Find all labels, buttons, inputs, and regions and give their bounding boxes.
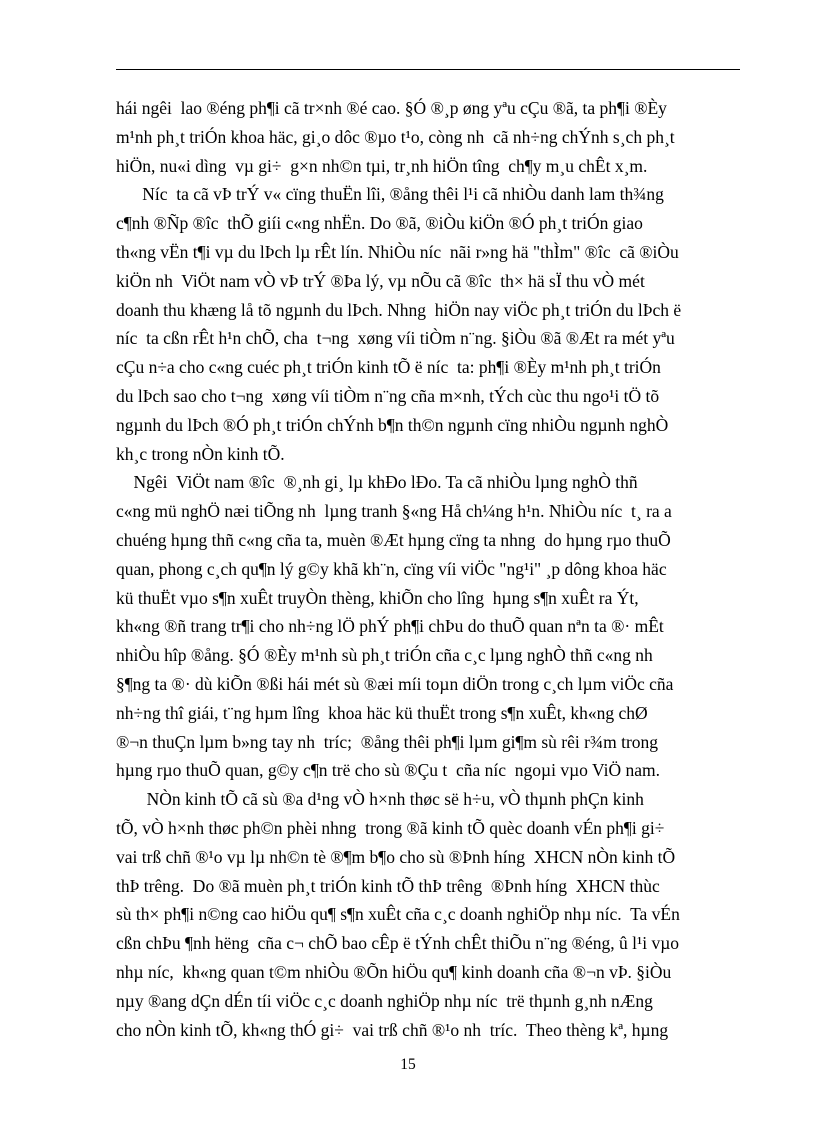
- text-line: tÕ, vÒ h×nh thøc ph©n phèi nhng trong ®ã kinh tÕ quèc doanh vÉn ph¶i gi÷: [116, 817, 665, 838]
- text-line: nh÷ng thî giái, t¨ng hµm lîng khoa häc kü thuËt trong s¶n xuÊt, kh«ng chØ: [116, 702, 648, 723]
- text-line: kiÖn nh ViÖt nam vÒ vÞ trÝ ®Þa lý, vµ nÕu cã ®îc th× hä sÏ thu vÒ mét: [116, 270, 645, 291]
- text-line: NÒn kinh tÕ cã sù ®a d¹ng vÒ h×nh thøc së h÷u, vÒ thµnh phÇn kinh: [116, 789, 644, 810]
- text-line: nµy ®ang dÇn dÉn tíi viÖc c¸c doanh nghiÖp nhµ níc trë thµnh g¸nh nÆng: [116, 990, 653, 1011]
- text-line: m¹nh ph¸t triÓn khoa häc, gi¸o dôc ®µo t¹o, còng nh cã nh÷ng chÝnh s¸ch ph¸t: [116, 126, 675, 147]
- text-line: nhiÒu hîp ®ång. §Ó ®Èy m¹nh sù ph¸t triÓn cña c¸c lµng nghÒ thñ c«ng nh: [116, 645, 653, 666]
- text-line: cßn chÞu ¶nh hëng cña c¬ chÕ bao cÊp ë tÝnh chÊt thiÕu n¨ng ®éng, û l¹i vµo: [116, 933, 680, 954]
- text-line: kü thuËt vµo s¶n xuÊt truyÒn thèng, khiÕn cho lîng hµng s¶n xuÊt ra Ýt,: [116, 587, 639, 608]
- text-line: hµng rµo thuÕ quan, g©y c¶n trë cho sù ®Çu t cña níc ngoµi vµo ViÖ nam.: [116, 760, 660, 781]
- text-line: vai trß chñ ®¹o vµ lµ nh©n tè ®¶m b¶o cho sù ®Þnh híng XHCN nÒn kinh tÕ: [116, 846, 676, 867]
- text-line: hiÖn, nu«i dìng vµ gi÷ g×n nh©n tµi, tr¸nh hiÖn tîng ch¶y m¸u chÊt x¸m.: [116, 155, 648, 176]
- text-line: §¶ng ta ®· dù kiÕn ®ßi hái mét sù ®æi míi toµn diÖn trong c¸ch lµm viÖc cña: [116, 673, 674, 694]
- text-line: kh¸c trong nÒn kinh tÕ.: [116, 443, 285, 464]
- text-line: Ngêi ViÖt nam ®îc ®¸nh gi¸ lµ khÐo lÐo. Ta cã nhiÒu lµng nghÒ thñ: [116, 472, 638, 493]
- text-line: Níc ta cã vÞ trÝ v« cïng thuËn lîi, ®ång thêi l¹i cã nhiÒu danh lam th¾ng: [116, 184, 664, 205]
- document-body: [116, 94, 740, 1044]
- text-line: quan, phong c¸ch qu¶n lý g©y khã kh¨n, cïng víi viÖc "ng¹i" ¸p dông khoa häc: [116, 558, 667, 579]
- text-line: cÇu n÷a cho c«ng cuéc ph¸t triÓn kinh tÕ ë níc ta: ph¶i ®Èy m¹nh ph¸t triÓn: [116, 357, 661, 378]
- text-line: ®¬n thuÇn lµm b»ng tay nh tríc; ®ång thêi ph¶i lµm gi¶m sù rêi r¾m trong: [116, 731, 659, 752]
- text-line: c«ng mü nghÖ næi tiÕng nh lµng tranh §«ng Hå ch¼ng h¹n. NhiÒu níc t¸ ra a: [116, 501, 672, 522]
- text-line: ngµnh du lÞch ®Ó ph¸t triÓn chÝnh b¶n th©n ngµnh cïng nhiÒu ngµnh nghÒ: [116, 414, 669, 435]
- text-line: nhµ níc, kh«ng quan t©m nhiÒu ®Õn hiÖu qu¶ kinh doanh cña ®¬n vÞ. §iÒu: [116, 961, 672, 982]
- text-line: th«ng vËn t¶i vµ du lÞch lµ rÊt lín. NhiÒu níc nãi r»ng hä "thÌm" ®îc cã ®iÒu: [116, 241, 679, 262]
- text-line: hái ngêi lao ®éng ph¶i cã tr×nh ®é cao. §Ó ®¸p øng yªu cÇu ®ã, ta ph¶i ®Èy: [116, 98, 667, 118]
- text-line: c¶nh ®Ñp ®îc thÕ giíi c«ng nhËn. Do ®ã, ®iÒu kiÖn ®Ó ph¸t triÓn giao: [116, 213, 643, 234]
- text-line: du lÞch sao cho t¬ng xøng víi tiÒm n¨ng cña m×nh, tÝch cùc thu ngo¹i tÖ tõ: [116, 385, 660, 406]
- text-line: chuéng hµng thñ c«ng cña ta, muèn ®Æt hµng cïng ta nhng do hµng rµo thuÕ: [116, 529, 671, 550]
- text-line: cho nÒn kinh tÕ, kh«ng thÓ gi÷ vai trß chñ ®¹o nh tríc. Theo thèng kª, hµng: [116, 1019, 669, 1040]
- page-number: 15: [400, 1056, 416, 1073]
- text-line: sù th× ph¶i n©ng cao hiÖu qu¶ s¶n xuÊt cña c¸c doanh nghiÖp nhµ níc. Ta vÉn: [116, 904, 680, 925]
- text-line: doanh thu khæng lå tõ ngµnh du lÞch. Nhng hiÖn nay viÖc ph¸t triÓn du lÞch ë: [116, 299, 682, 320]
- text-line: thÞ trêng. Do ®ã muèn ph¸t triÓn kinh tÕ thÞ trêng ®Þnh híng XHCN thùc: [116, 875, 660, 896]
- header-rule: [116, 69, 740, 70]
- text-line: níc ta cßn rÊt h¹n chÕ, cha t¬ng xøng víi tiÒm n¨ng. §iÒu ®ã ®Æt ra mét yªu: [116, 328, 675, 349]
- text-line: kh«ng ®ñ trang tr¶i cho nh÷ng lÖ phÝ ph¶i chÞu do thuÕ quan nªn ta ®· mÊt: [116, 616, 664, 637]
